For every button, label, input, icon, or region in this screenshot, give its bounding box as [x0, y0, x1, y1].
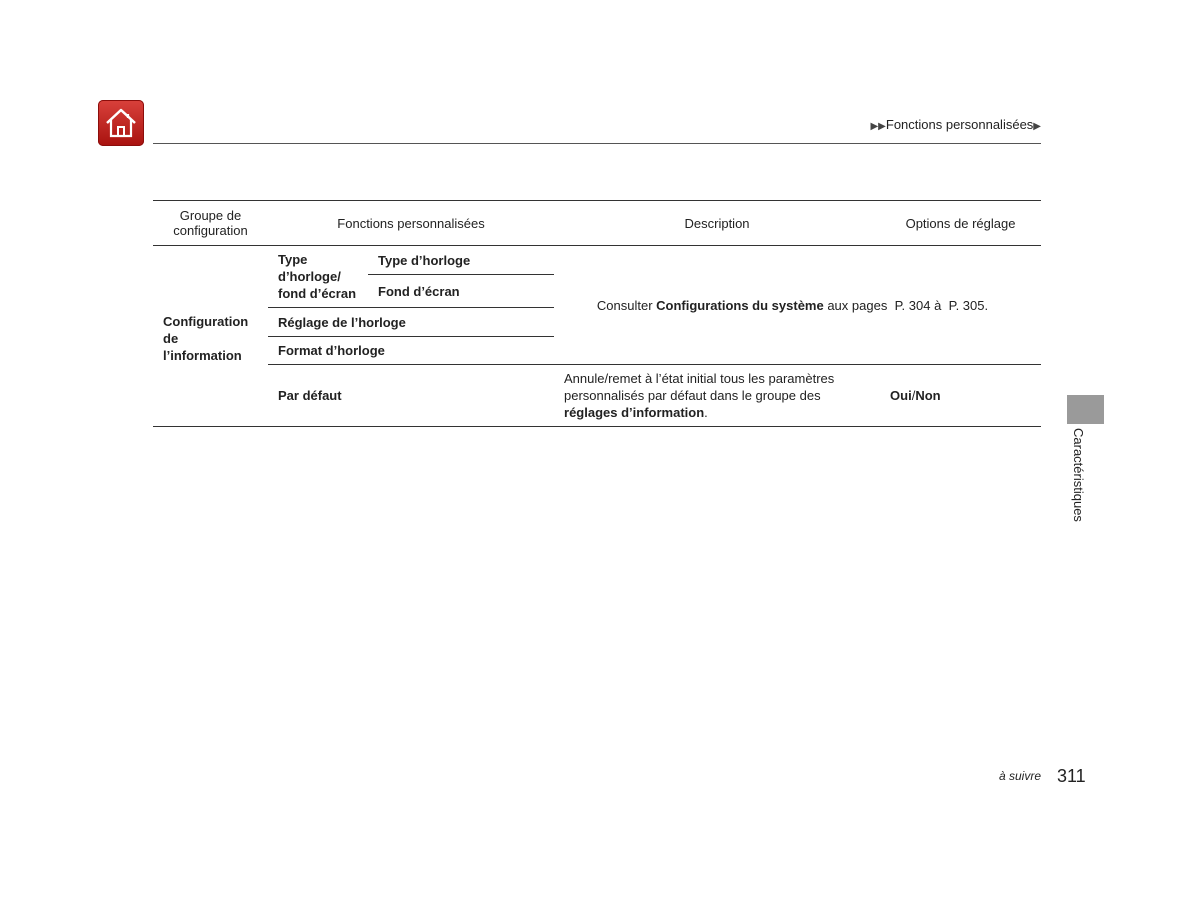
header-options: Options de réglage: [880, 201, 1041, 246]
home-button[interactable]: [98, 100, 144, 146]
page-ref-link[interactable]: P. 304: [894, 297, 931, 313]
section-tab[interactable]: [1067, 395, 1104, 424]
page-ref-link[interactable]: P. 305: [948, 297, 985, 313]
breadcrumb[interactable]: [870, 117, 1041, 132]
breadcrumb-arrow-icon: ▶▶: [870, 121, 886, 132]
header-divider: [153, 143, 1041, 144]
group-name: Configuration de l’information: [163, 314, 249, 363]
home-icon: [104, 107, 138, 139]
section-label: Caractéristiques: [1071, 428, 1086, 522]
sub-row-clock-type: Type d’horloge: [368, 246, 554, 275]
row-clock-adjust: Réglage de l’horloge: [268, 308, 554, 337]
page-number: 311: [1057, 766, 1086, 786]
table-header-row: [153, 201, 1041, 246]
continued-note: à suivre: [998, 769, 1041, 783]
table-row: [153, 365, 1041, 427]
row-parent-cell: [268, 246, 368, 308]
settings-table: [153, 200, 1041, 427]
breadcrumb-arrow-icon: ▶: [1033, 121, 1041, 132]
header-functions: Fonctions personnalisées: [268, 201, 554, 246]
row-parent-label: Type d’horloge/ fond d’écran: [278, 252, 357, 301]
shared-description-cell: Consulter Configurations du système aux pages P. 304 à P. 305.: [554, 246, 1041, 365]
table-row: [153, 246, 1041, 275]
row-default-options: Oui/Non: [880, 365, 1041, 427]
row-default: Par défaut: [268, 365, 554, 427]
sub-row-wallpaper: Fond d’écran: [368, 275, 554, 308]
header-description: Description: [554, 201, 880, 246]
row-default-description: Annule/remet à l’état initial tous les paramètres personnalisés par défaut dans le groupe des réglages d’information.: [554, 365, 880, 427]
breadcrumb-label: Fonctions personnalisées: [885, 117, 1034, 132]
header-group: Groupe de configuration: [153, 201, 268, 246]
group-cell: [153, 246, 268, 427]
row-clock-format: Format d’horloge: [268, 337, 554, 365]
